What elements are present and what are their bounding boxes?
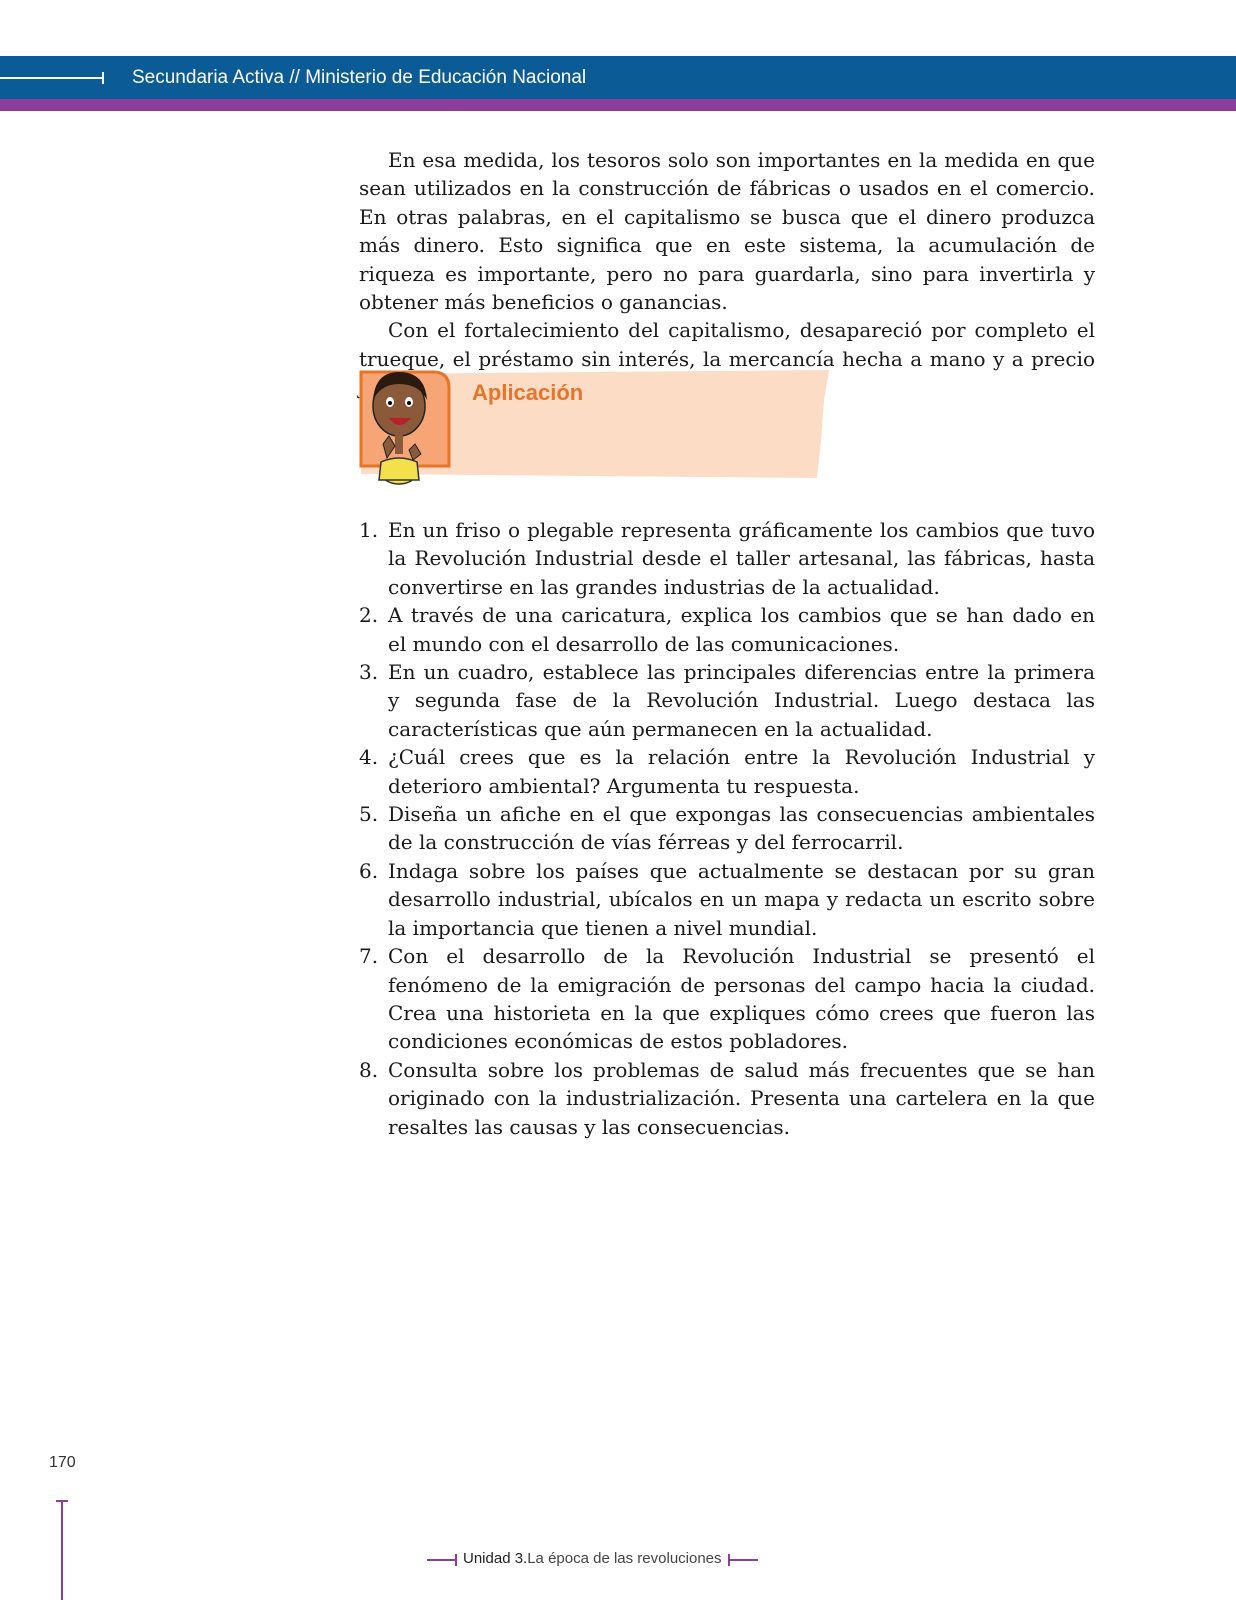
intro-text	[359, 146, 1095, 402]
item-text: Con el desarrollo de la Revolución Industrial se presentó el fenómeno de la emigración de personas del campo hacia la ciudad. Crea una historieta en la que expliques cómo crees que fueron las condiciones económicas de estos pobladores.	[388, 944, 1095, 1054]
intro-paragraph: Con el fortalecimiento del capitalismo, desapareció por completo el trueque, el préstamo sin interés, la mercancía hecha a mano y a precio	[359, 318, 1095, 371]
list-item	[359, 743, 1095, 800]
item-text: Indaga sobre los países que actualmente se destacan por su gran desarrollo industrial, ubícalos en un mapa y redacta un escrito sobre la importancia que tienen a nivel mundial.	[388, 858, 1095, 940]
list-item	[359, 857, 1095, 942]
activities-list	[359, 516, 1095, 1141]
footer	[427, 1548, 787, 1570]
page-number: 170	[49, 1454, 76, 1471]
footer-rule-left-cap	[455, 1554, 457, 1566]
item-number: 3.	[359, 660, 379, 685]
item-number: 8.	[359, 1057, 379, 1082]
application-title: Aplicación	[472, 380, 584, 405]
footer-unit-label: Unidad 3.	[463, 1550, 528, 1567]
list-item	[359, 942, 1095, 1056]
header-rule-cap	[102, 72, 104, 84]
item-text: A través de una caricatura, explica los cambios que se han dado en el mundo con el desarrollo de las comunicaciones.	[388, 603, 1095, 656]
item-text: Consulta sobre los problemas de salud más frecuentes que se han originado con la industrialización. Presenta una cartelera en la que resaltes las causas y las consecuencias.	[388, 1057, 1095, 1139]
header-accent-stripe	[0, 99, 1236, 111]
footer-rule-right	[728, 1559, 758, 1561]
margin-rule	[61, 1500, 63, 1600]
list-item	[359, 658, 1095, 743]
item-number: 6.	[359, 858, 379, 883]
item-number: 5.	[359, 802, 379, 827]
item-number: 7.	[359, 944, 379, 969]
footer-rule-left	[427, 1559, 457, 1561]
item-text: En un friso o plegable representa gráficamente los cambios que tuvo la Revolución Industrial desde el taller artesanal, las fábricas, hasta convertirse en las grandes industrias de la actualidad.	[388, 518, 1095, 599]
item-text: En un cuadro, establece las principales diferencias entre la primera y segunda fase de la Revolución Industrial. Luego destaca las características que aún permanecen en la actualidad.	[388, 660, 1095, 741]
list-item	[359, 1056, 1095, 1141]
footer-unit-title: La época de las revoluciones	[527, 1550, 722, 1567]
item-text: ¿Cuál crees que es la relación entre la Revolución Industrial y deterioro ambiental? Argumenta tu respuesta.	[388, 745, 1095, 798]
item-number: 4.	[359, 745, 379, 770]
list-item	[359, 516, 1095, 601]
item-text: Diseña un afiche en el que expongas las consecuencias ambientales de la construcción de vías férreas y del ferrocarril.	[388, 802, 1095, 855]
header-title: Secundaria Activa // Ministerio de Educación Nacional	[132, 67, 587, 88]
footer-unit	[463, 1548, 722, 1570]
list-item	[359, 800, 1095, 857]
intro-paragraph: En esa medida, los tesoros solo son importantes en la medida en que sean utilizados en la construcción de fábricas o usados en el comercio. En otras palabras, en el capitalismo se busca que el dinero produzca más dinero. Esto significa que en este sistema, la acumulación de riqueza es importante, pero no para guardarla, sino para invertirla y obtener más beneficios o ganancias.	[359, 148, 1095, 315]
list-item	[359, 601, 1095, 658]
student-mascot-icon	[359, 366, 463, 486]
application-box	[359, 370, 839, 480]
header-rule	[0, 77, 104, 79]
item-number: 1.	[359, 518, 379, 542]
item-number: 2.	[359, 603, 379, 628]
